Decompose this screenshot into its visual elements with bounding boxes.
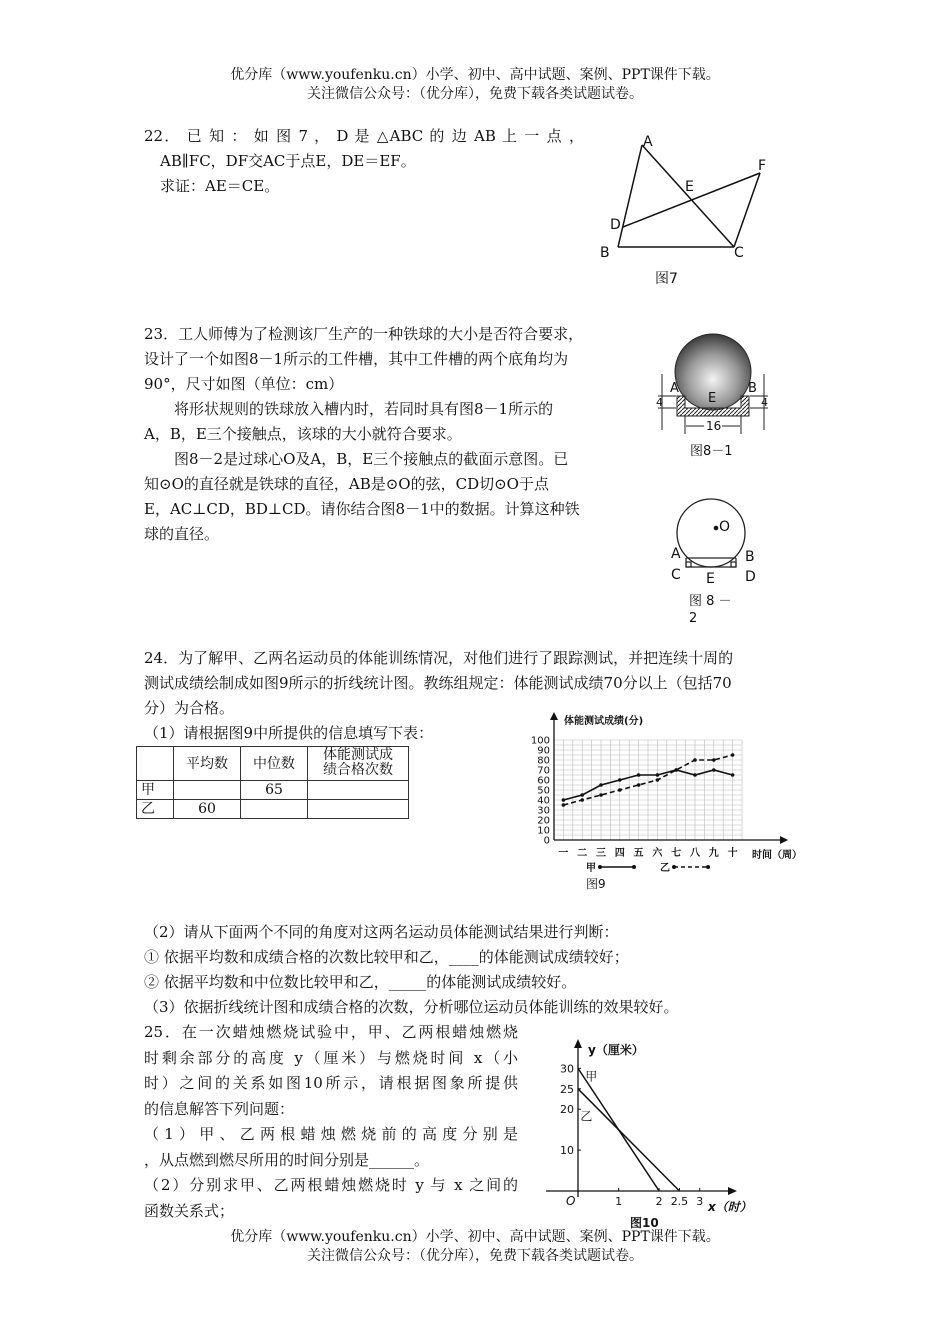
table-header: 平均数 [174, 747, 241, 781]
figure-8-1-caption: 图8－1 [690, 444, 733, 459]
y-tick-label: 40 [537, 795, 550, 807]
x-tick-label: 九 [708, 848, 719, 859]
x-tick-label: 3 [696, 1195, 704, 1208]
q24-line-3: 分）为合格。 [144, 699, 235, 717]
x-tick-label: 四 [614, 848, 625, 859]
data-point [562, 803, 566, 807]
legend-label: 乙 [660, 863, 670, 874]
data-point [656, 773, 660, 777]
x-tick-label: 二 [577, 848, 588, 859]
q25-line-7: （2）分别求甲、乙两根蜡烛燃烧时 y 与 x 之间的 [144, 1176, 518, 1194]
x-tick-label: 六 [652, 848, 663, 859]
dim-left: 4 [656, 396, 663, 409]
q23-line-2: 设计了一个如图8－1所示的工件槽，其中工件槽的两个底角均为 [144, 350, 569, 368]
table-row [137, 781, 409, 800]
table-cell [137, 747, 174, 781]
table-cell: 65 [241, 781, 308, 800]
x-tick-label: 七 [671, 848, 682, 859]
q24-part-1: （1）请根据图9中所提供的信息填写下表： [144, 724, 434, 742]
data-point [712, 768, 716, 772]
footer-line-1: 优分库（www.youfenku.cn）小学、初中、高中试题、案例、PPT课件下载。 [230, 1229, 720, 1245]
header-line-2: 关注微信公众号：（优分库），免费下载各类试题试卷。 [307, 86, 643, 102]
score-table [136, 746, 409, 819]
table-cell: 60 [174, 800, 241, 819]
data-point [731, 773, 735, 777]
q23-line-5: A，B，E三个接触点，该球的大小就符合要求。 [144, 425, 462, 443]
label-b: B [748, 381, 757, 396]
table-row [137, 747, 409, 781]
table-cell [308, 800, 409, 819]
x-tick-label: 八 [690, 848, 700, 859]
y-tick-label: 20 [537, 815, 550, 827]
y-tick-label: 0 [543, 835, 550, 847]
table-cell: 乙 [137, 800, 174, 819]
header-line-1: 优分库（www.youfenku.cn）小学、初中、高中试题、案例、PPT课件下载。 [230, 67, 720, 83]
y-tick-label: 50 [537, 785, 550, 797]
question-25 [144, 1020, 518, 1224]
series-line-yi [578, 1089, 679, 1191]
figure-8-1 [650, 330, 780, 465]
legend-marker [706, 865, 710, 869]
table-cell [241, 800, 308, 819]
x-axis-title: x（时） [708, 1200, 752, 1214]
x-axis-title: 时间（周） [752, 850, 802, 861]
figure-8-2 [665, 495, 770, 630]
x-axis-arrow [780, 836, 788, 844]
q24-line-1: 24．为了解甲、乙两名运动员的体能训练情况，对他们进行了跟踪测试，并把连续十周的 [144, 649, 734, 667]
figure-9-caption: 图9 [586, 877, 606, 891]
y-axis-arrow [574, 1039, 582, 1048]
data-point [599, 783, 603, 787]
data-point [656, 778, 660, 782]
label-e: E [708, 391, 717, 406]
figure-10-caption: 图10 [630, 1216, 659, 1230]
y-tick-label: 30 [537, 805, 550, 817]
data-point [618, 788, 622, 792]
legend-label: 甲 [586, 863, 596, 874]
q25-line-2: 时剩余部分的高度 y（厘米）与燃烧时间 x（小 [144, 1048, 518, 1067]
legend-marker [632, 865, 636, 869]
y-tick-label: 30 [560, 1062, 574, 1076]
q22-line-2: AB∥FC，DF交AC于点E，DE＝EF。 [160, 152, 416, 170]
x-tick-label: 一 [558, 848, 569, 859]
label-a: A [671, 546, 681, 562]
origin-label: O [566, 1194, 576, 1208]
question-22 [144, 124, 584, 199]
table-cell [174, 781, 241, 800]
legend-marker [672, 865, 676, 869]
q23-line-7: 知⊙O的直径就是铁球的直径，AB是⊙O的弦，CD切⊙O于点 [144, 475, 549, 493]
figure-8-2-caption-2: 2 [689, 611, 698, 626]
edge-cf [734, 173, 760, 247]
legend-marker [598, 865, 602, 869]
y-axis-title: 体能测试成绩(分) [564, 716, 644, 727]
table-cell [308, 781, 409, 800]
question-23 [144, 322, 634, 547]
q25-line-3: 时）之间的关系如图10所示，请根据图象所提供 [144, 1074, 518, 1092]
label-b: B [745, 549, 755, 565]
figure-8-2-caption-1: 图 8 － [689, 594, 732, 609]
q25-line-6: ，从点燃到燃尽所用的时间分别是______。 [144, 1150, 430, 1169]
figure-9-chart [530, 708, 820, 893]
y-tick-label: 90 [537, 745, 550, 757]
footer-line-2: 关注微信公众号：（优分库），免费下载各类试题试卷。 [307, 1248, 643, 1264]
q24-line-2: 测试成绩绘制成如图9所示的折线统计图。教练组规定：体能测试成绩70分以上（包括70 [144, 674, 732, 692]
label-d: D [745, 569, 756, 585]
x-axis-arrow [728, 1187, 737, 1195]
label-b: B [600, 245, 610, 261]
q23-line-6: 图8－2是过球心O及A，B，E三个接触点的截面示意图。已 [174, 450, 569, 468]
x-tick-label: 1 [615, 1195, 623, 1208]
label-d: D [610, 217, 621, 233]
label-e: E [685, 179, 694, 195]
q25-line-1: 25．在一次蜡烛燃烧试验中，甲、乙两根蜡烛燃烧 [144, 1023, 518, 1041]
y-tick-label: 100 [530, 735, 550, 747]
q23-line-3: 90°，尺寸如图（单位：cm） [144, 375, 344, 393]
q23-line-8: E，AC⊥CD，BD⊥CD。请你结合图8－1中的数据。计算这种铁 [144, 500, 580, 518]
data-point [637, 783, 641, 787]
data-point [580, 798, 584, 802]
figure-7-caption: 图7 [655, 271, 678, 287]
data-point [731, 753, 735, 757]
q22-line-3: 求证：AE＝CE。 [160, 177, 280, 195]
data-point [674, 768, 678, 772]
series-label-yi: 乙 [580, 1109, 593, 1124]
label-c: C [734, 245, 744, 261]
y-tick-label: 20 [560, 1103, 574, 1117]
y-tick-label: 60 [537, 775, 550, 787]
data-point [637, 773, 641, 777]
q24-part-2: （2）请从下面两个不同的角度对这两名运动员体能测试结果进行判断： [144, 923, 619, 941]
x-tick-label: 2.5 [670, 1195, 689, 1208]
y-tick-label: 10 [560, 1144, 574, 1158]
figure-7 [590, 125, 790, 295]
label-o: O [719, 519, 731, 535]
figure-10-chart [540, 1036, 760, 1232]
q23-line-1: 23．工人师傅为了检测该厂生产的一种铁球的大小是否符合要求， [144, 325, 584, 343]
q25-line-4: 的信息解答下列问题： [144, 1099, 295, 1118]
x-tick-label: 十 [727, 848, 738, 859]
table-header: 中位数 [241, 747, 308, 781]
question-24-parts [144, 920, 824, 1020]
x-tick-label: 2 [655, 1195, 663, 1208]
data-point [599, 793, 603, 797]
q22-line-1: 22． 已 知 ： 如 图 7 ， D 是 △ABC 的 边 AB 上 一 点 ， [144, 127, 584, 145]
x-tick-label: 五 [633, 848, 644, 859]
x-tick-label: 三 [596, 848, 606, 859]
table-row [137, 800, 409, 819]
y-tick-label: 10 [537, 825, 550, 837]
q24-part-3: （3）依据折线统计图和成绩合格的次数，分析哪位运动员体能训练的效果较好。 [144, 998, 679, 1016]
data-point [562, 798, 566, 802]
series-label-jia: 甲 [585, 1069, 598, 1084]
y-axis-arrow [550, 712, 558, 720]
table-cell: 甲 [137, 781, 174, 800]
data-point [712, 758, 716, 762]
edge-ab [618, 145, 642, 247]
q25-line-5: （1）甲、乙两根蜡烛燃烧前的高度分别是 [144, 1125, 518, 1143]
data-point [693, 773, 697, 777]
label-f: F [758, 158, 767, 174]
q25-line-8: 函数关系式； [144, 1201, 235, 1220]
label-e: E [706, 571, 715, 587]
label-c: C [671, 567, 681, 583]
y-axis-title: y（厘米） [588, 1043, 644, 1057]
y-tick-label: 25 [560, 1082, 574, 1096]
table-header: 体能测试成 绩合格次数 [308, 747, 409, 781]
q23-line-9: 球的直径。 [144, 525, 220, 543]
data-point [618, 778, 622, 782]
dim-right: 4 [761, 396, 768, 409]
y-tick-label: 80 [537, 755, 550, 767]
label-a: A [670, 381, 679, 396]
data-point [693, 758, 697, 762]
y-tick-label: 70 [537, 765, 550, 777]
dim-bottom: 16 [706, 419, 722, 433]
label-a: A [643, 134, 653, 150]
data-point [580, 793, 584, 797]
edge-ac [642, 145, 734, 247]
circle-o [677, 499, 745, 567]
q24-part-2b: ② 依据平均数和中位数比较甲和乙，_____的体能测试成绩较好。 [144, 973, 577, 991]
q24-part-2a: ① 依据平均数和成绩合格的次数比较甲和乙，____的体能测试成绩较好； [144, 948, 629, 966]
center-o [714, 526, 719, 531]
q23-line-4: 将形状规则的铁球放入槽内时，若同时具有图8－1所示的 [174, 400, 554, 418]
